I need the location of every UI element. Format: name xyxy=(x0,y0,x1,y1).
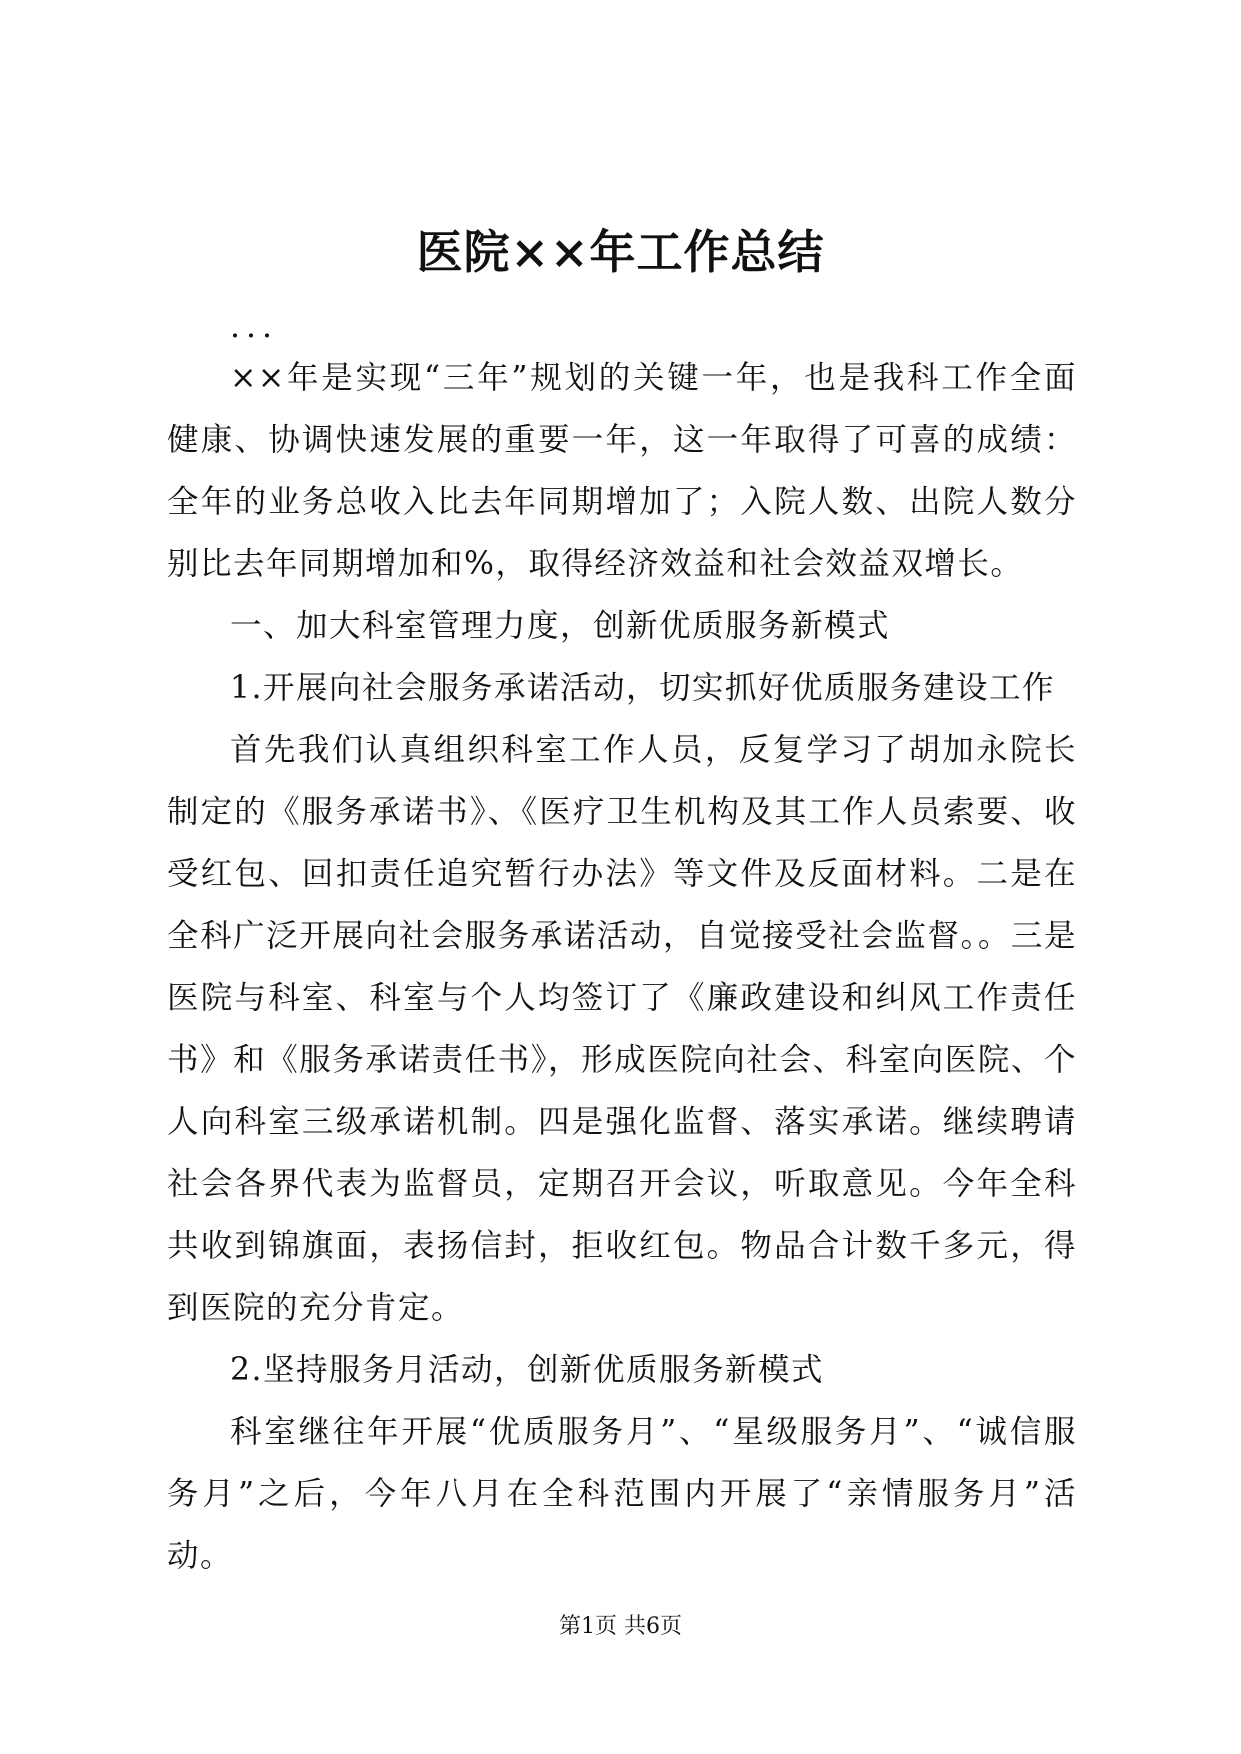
section-heading-1: 一、加大科室管理力度，创新优质服务新模式 xyxy=(230,608,891,644)
paragraph-service-commitment: 首先我们认真组织科室工作人员，反复学习了胡加永院长制定的《服务承诺书》、《医疗卫生机构及其工作人员索要、收受红包、回扣责任追究暂行办法》等文件及反面材料。二是在全科广泛开展向社会服务承诺活动，自觉接受社会监督。。三是医院与科室、科室与个人均签订了《廉政建设和纠风工作责任书》和《服务承诺责任书》，形成医院向社会、科室向医院、个人向科室三级承诺机制。四是强化监督、落实承诺。继续聘请社会各界代表为监督员，定期召开会议，听取意见。今年全科共收到锦旗面，表扬信封，拒收红包。物品合计数千多元，得到医院的充分肯定。 xyxy=(167,732,1077,1326)
paragraph-service-month: 科室继往年开展“优质服务月”、“星级服务月”、“诚信服务月”之后，今年八月在全科范围内开展了“亲情服务月”活动。 xyxy=(167,1414,1077,1574)
page-footer: 第1页 共6页 xyxy=(559,1614,682,1639)
ellipsis-marker: ... xyxy=(230,309,279,345)
document-title: 医院××年工作总结 xyxy=(416,225,825,279)
paragraph-intro: ××年是实现“三年”规划的关键一年，也是我科工作全面健康、协调快速发展的重要一年，这一年取得了可喜的成绩：全年的业务总收入比去年同期增加了；入院人数、出院人数分别比去年同期增加和%，取得经济效益和社会效益双增长。 xyxy=(167,360,1077,582)
document-body xyxy=(167,307,1077,1587)
subsection-heading-2: 2.坚持服务月活动，创新优质服务新模式 xyxy=(230,1352,825,1388)
subsection-heading-1: 1.开展向社会服务承诺活动，切实抓好优质服务建设工作 xyxy=(230,670,1056,706)
